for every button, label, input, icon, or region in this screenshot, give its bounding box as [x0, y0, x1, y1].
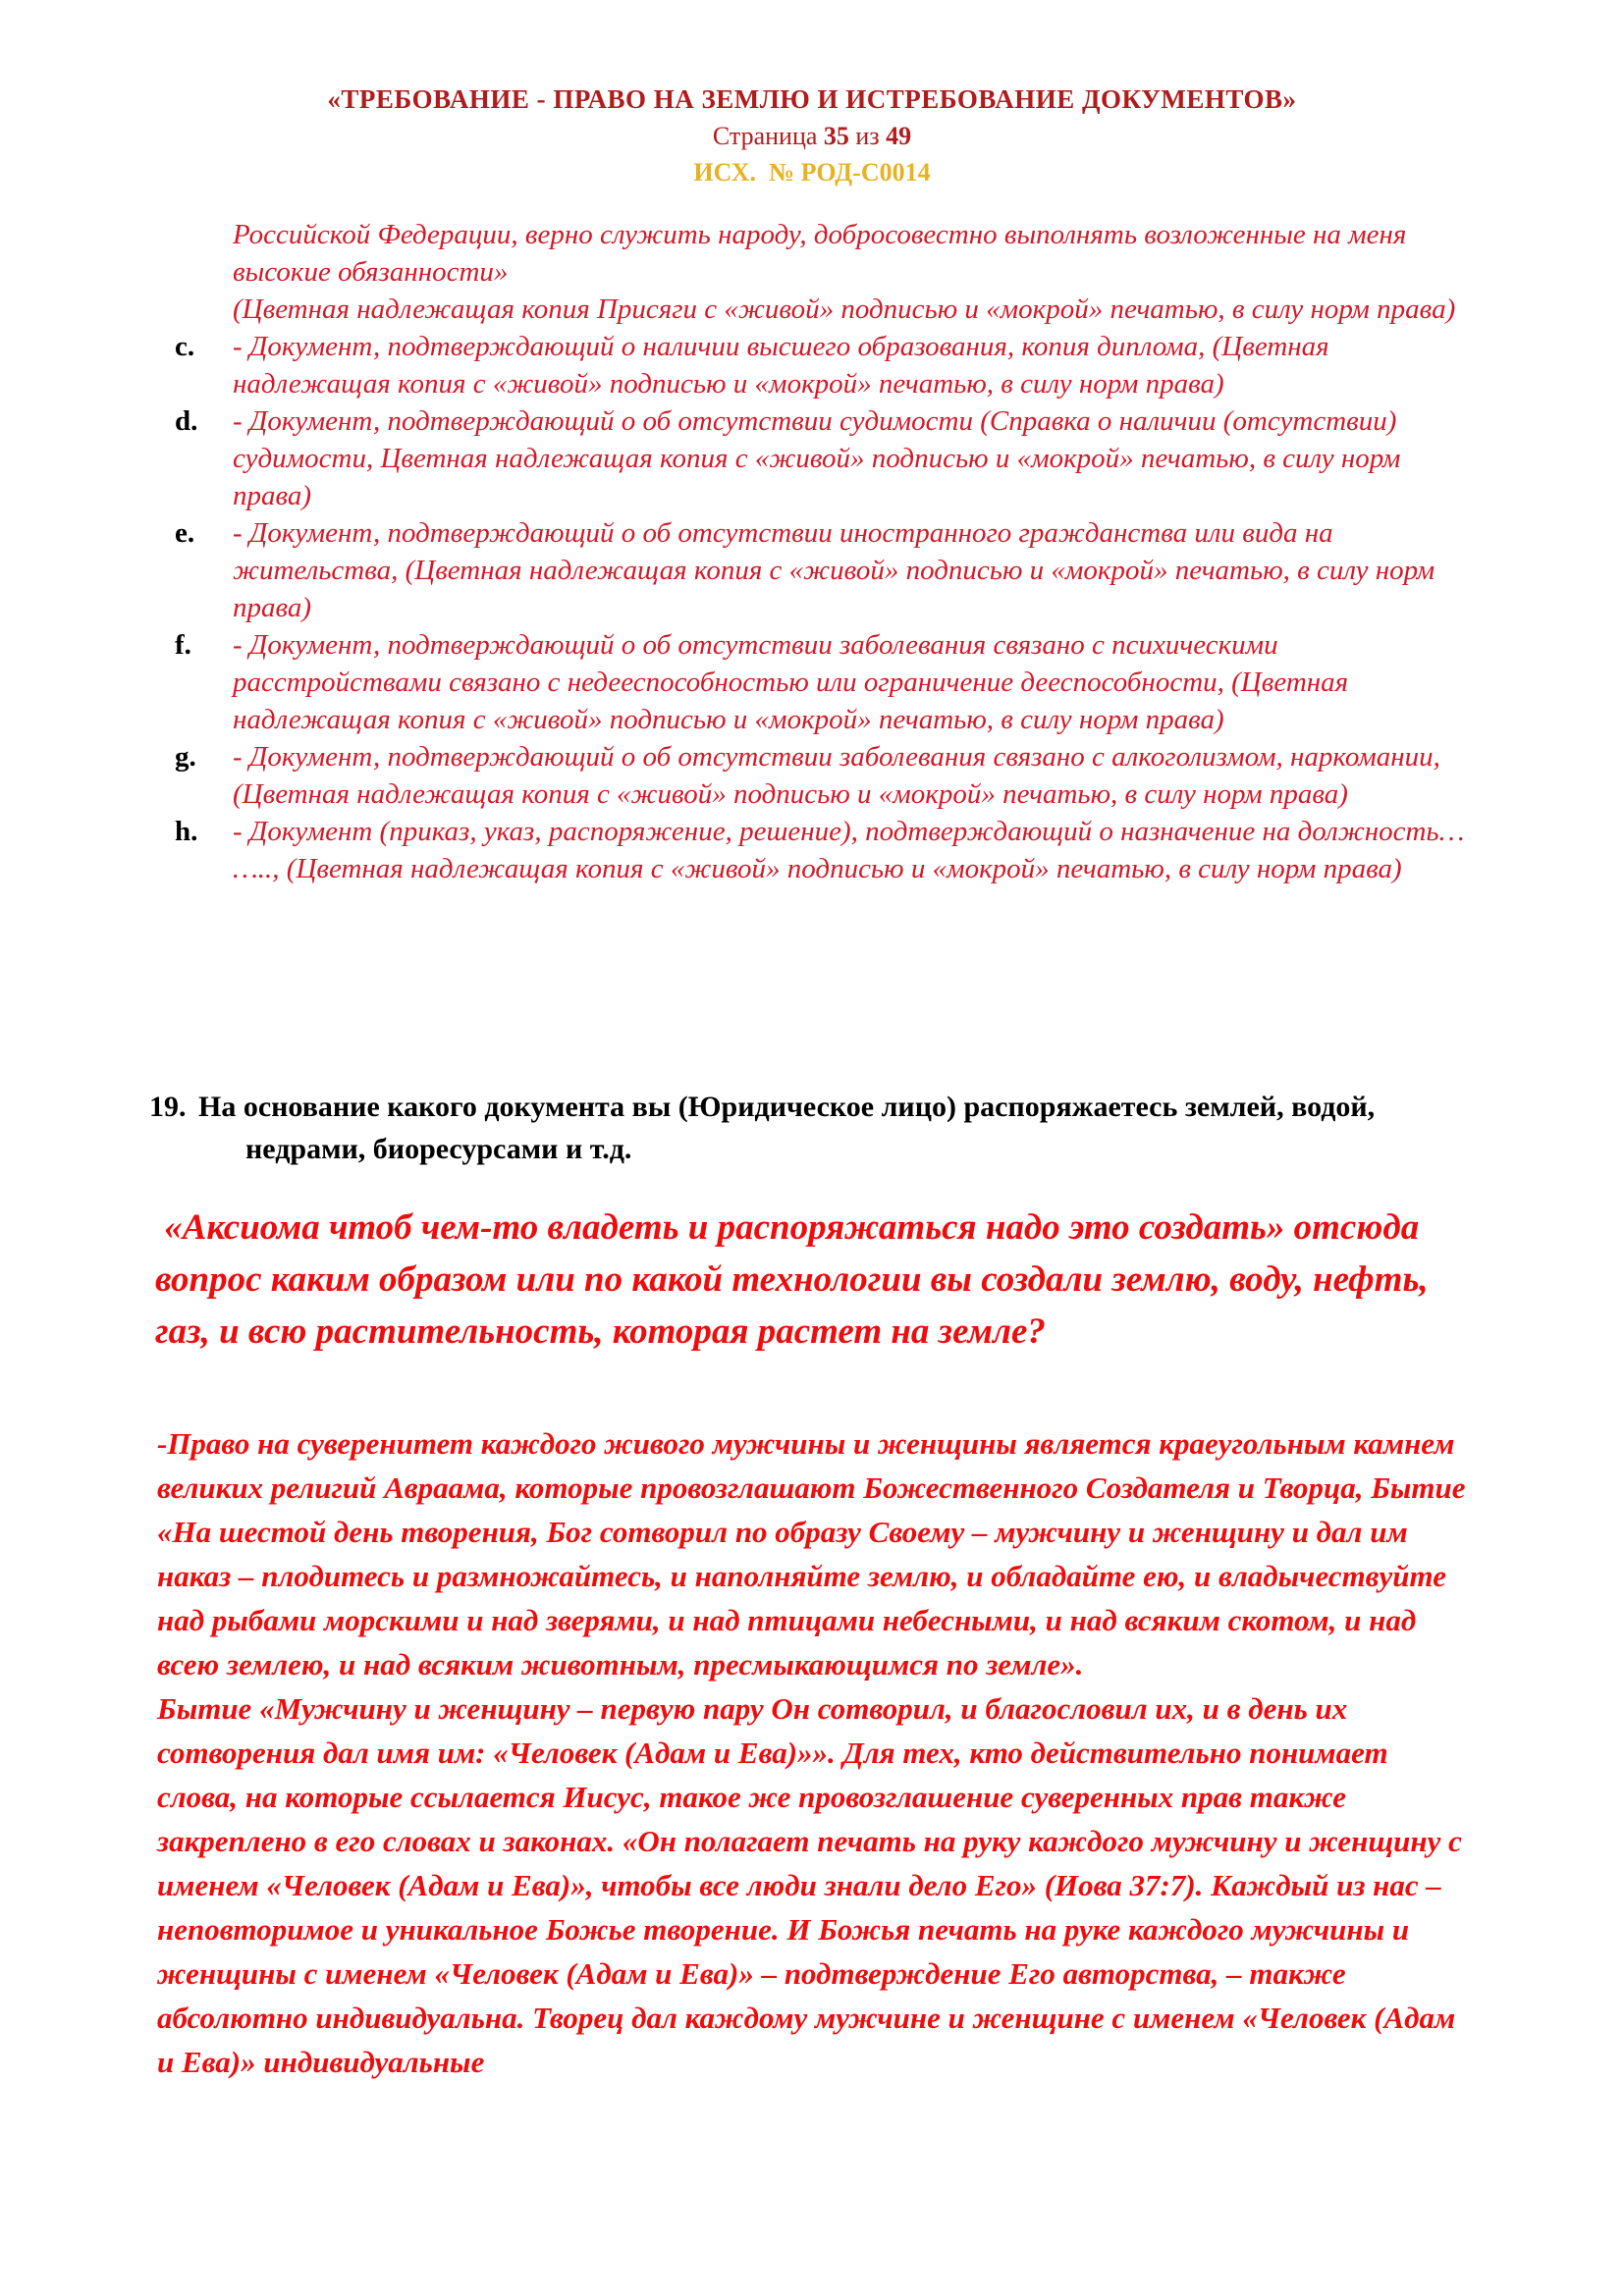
question-number: 19. — [149, 1091, 187, 1123]
continuation-paragraph: Российской Федерации, верно служить народу, добросовестно выполнять возложенные на меня высокие обязанности» — [233, 219, 1407, 288]
item-text: - Документ, подтверждающий о об отсутствии иностранного гражданства или вида на жительства, (Цветная надлежащая копия с «живой» подписью и «мокрой» печатью, в силу норм права) — [233, 517, 1435, 623]
item-label: e. — [175, 517, 195, 549]
item-text: - Документ, подтверждающий о наличии высшего образования, копия диплома, (Цветная надлежащая копия с «живой» подписью и «мокрой» печатью, в силу норм права) — [233, 331, 1329, 400]
list-item — [175, 514, 1467, 626]
body-paragraph: -Право на суверенитет каждого живого мужчины и женщины является краеугольным камнем великих религий Авраама, которые провозглашают Божественного Создателя и Творца, Бытие «На шестой день творения, Бог сотворил по образу Своему – мужчину и женщину и дал им наказ – плодитесь и размножайтесь, и наполняйте землю, и обладайте ею, и владычествуйте над рыбами морскими и над зверями, и над птицами небесными, и над всяким скотом, и над всею землею, и над всяким животным, пресмыкающимся по земле». — [157, 1426, 1466, 1682]
page-indicator — [0, 118, 1624, 154]
item-text: - Документ, подтверждающий о об отсутствии судимости (Справка о наличии (отсутствии) судимости, Цветная надлежащая копия с «живой» подписью и «мокрой» печатью, в силу норм права) — [233, 405, 1401, 511]
item-label: g. — [175, 741, 196, 773]
page-of-word: из — [848, 122, 887, 150]
question-text: На основание какого документа вы (Юридическое лицо) распоряжаетесь землей, водой, недрами, биоресурсами и т.д. — [198, 1091, 1376, 1165]
list-item — [175, 813, 1467, 887]
item-label: h. — [175, 816, 198, 847]
continuation-row — [175, 291, 1467, 328]
question-19 — [149, 1086, 1465, 1170]
continuation-paragraph: (Цветная надлежащая копия Присяги с «живой» подписью и «мокрой» печатью, в силу норм права) — [233, 294, 1456, 325]
document-title: «ТРЕБОВАНИЕ - ПРАВО НА ЗЕМЛЮ И ИСТРЕБОВАНИЕ ДОКУМЕНТОВ» — [327, 84, 1297, 114]
page-word: Страница — [712, 122, 824, 150]
list-item — [175, 626, 1467, 738]
item-text: - Документ, подтверждающий о об отсутствии заболевания связано с алкоголизмом, наркомании, (Цветная надлежащая копия с «живой» подписью и «мокрой» печатью, в силу норм права) — [233, 741, 1440, 810]
item-label: c. — [175, 331, 195, 362]
axiom-quote: «Аксиома чтоб чем-то владеть и распоряжаться надо это создать» отсюда вопрос каким образом или по какой технологии вы создали землю, воду, нефть, газ, и всю растительность, которая растет на земле? — [155, 1207, 1437, 1352]
page-total: 49 — [886, 122, 912, 150]
outgoing-ref-number: ИСХ. № РОД-С0014 — [693, 158, 931, 187]
page-header — [0, 80, 1624, 191]
list-item — [175, 402, 1467, 514]
item-text: - Документ, подтверждающий о об отсутствии заболевания связано с психическими расстройствами связано с недееспособностью или ограничение дееспособности, (Цветная надлежащая копия с «живой» подписью и «мокрой» печатью, в силу норм права) — [233, 629, 1349, 735]
body-paragraph: Бытие «Мужчину и женщину – первую пару Он сотворил, и благословил их, и в день их сотворения дал имя им: «Человек (Адам и Ева)»». Для тех, кто действительно понимает слова, на которые ссылается Иисус, такое же провозглашение суверенных прав также закреплено в его словах и законах. «Он полагает печать на руку каждого мужчину и женщину с именем «Человек (Адам и Ева)», чтобы все люди знали дело Его» (Иова 37:7). Каждый из нас – неповторимое и уникальное Божье творение. И Божья печать на руке каждого мужчины и женщины с именем «Человек (Адам и Ева)» – подтверждение Его авторства, – также абсолютно индивидуальна. Творец дал каждому мужчине и женщине с именем «Человек (Адам и Ева)» индивидуальные — [157, 1691, 1462, 2079]
body-text-block — [157, 1421, 1473, 2084]
item-label: f. — [175, 629, 191, 661]
item-text: - Документ (приказ, указ, распоряжение, решение), подтверждающий о назначение на должность… ….., (Цветная надлежащая копия с «живой» подписью и «мокрой» печатью, в силу норм права) — [233, 816, 1465, 884]
continuation-row — [175, 216, 1467, 291]
list-item — [175, 738, 1467, 813]
list-item — [175, 328, 1467, 402]
page-current: 35 — [823, 122, 849, 150]
document-list-section — [175, 216, 1467, 887]
item-label: d. — [175, 405, 198, 437]
